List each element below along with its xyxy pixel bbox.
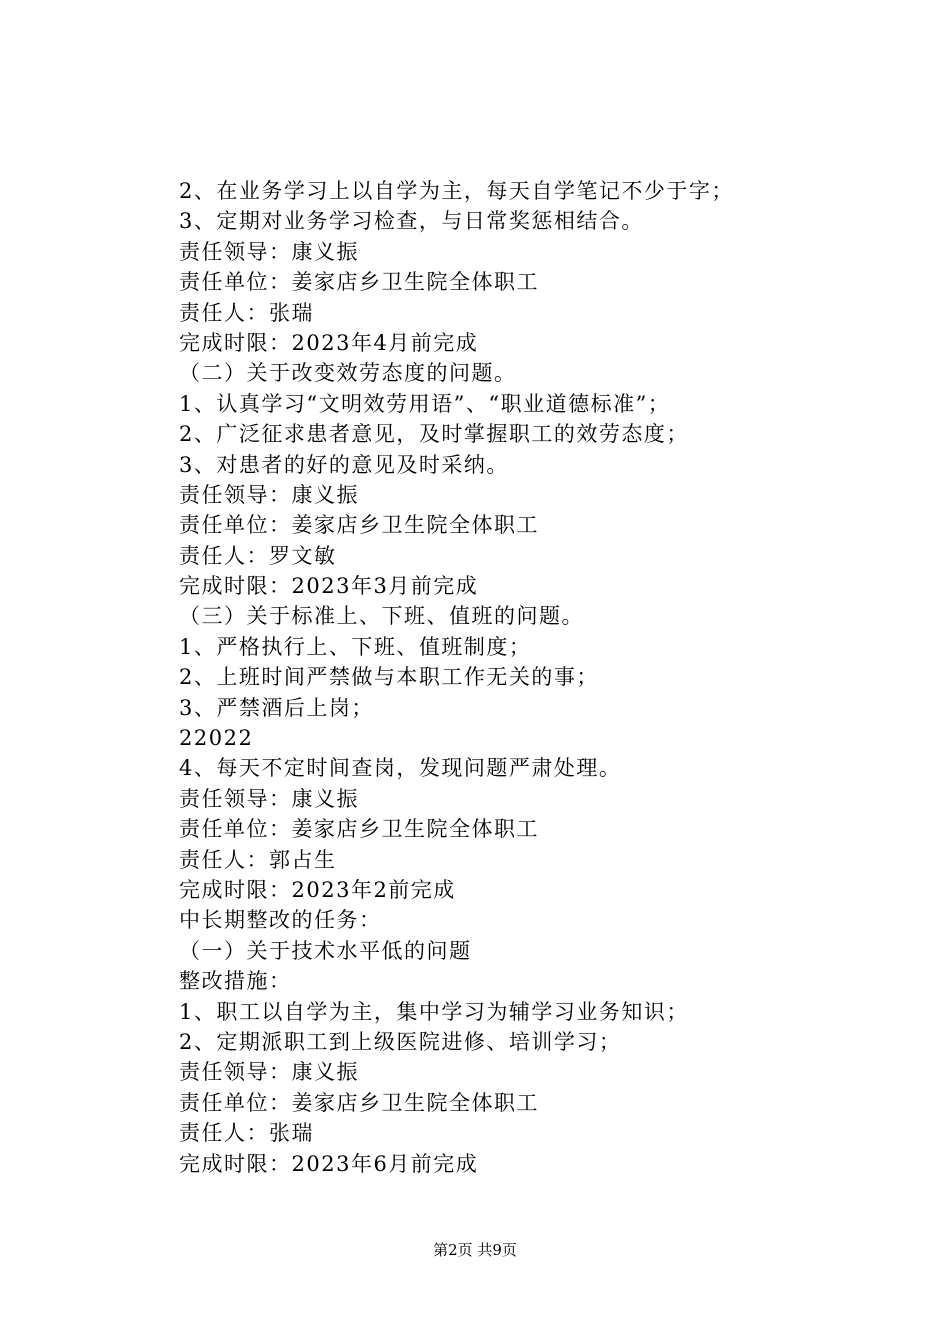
- text-line: 2、上班时间严禁做与本职工作无关的事；: [179, 665, 599, 690]
- text-line: 4、每天不定时间查岗，发现问题严肃处理。: [179, 756, 622, 781]
- document-body: [179, 176, 819, 1179]
- text-line: 完成时限：2023年6月前完成: [179, 1151, 479, 1176]
- text-line: 责任人：张瑞: [179, 300, 314, 325]
- text-line: 责任人：张瑞: [179, 1121, 314, 1146]
- text-line: 2、广泛征求患者意见，及时掌握职工的效劳态度；: [179, 422, 689, 447]
- section-heading: 中长期整改的任务：: [179, 908, 382, 933]
- text-line: 完成时限：2023年4月前完成: [179, 330, 479, 355]
- text-line: 整改措施：: [179, 969, 292, 994]
- text-line: 责任人：罗文敏: [179, 543, 337, 568]
- text-line: 1、严格执行上、下班、值班制度；: [179, 634, 532, 659]
- page-footer: 第2页 共9页: [433, 1241, 517, 1259]
- text-line: 2、在业务学习上以自学为主，每天自学笔记不少于字；: [179, 179, 734, 203]
- section-heading: （三）关于标准上、下班、值班的问题。: [179, 604, 584, 629]
- text-line: 责任单位：姜家店乡卫生院全体职工: [179, 817, 539, 842]
- text-line: 22022: [179, 726, 254, 751]
- text-line: 责任单位：姜家店乡卫生院全体职工: [179, 1090, 539, 1115]
- text-line: 责任领导：康义振: [179, 239, 359, 264]
- section-heading: （二）关于改变效劳态度的问题。: [179, 361, 517, 386]
- text-line: 3、严禁酒后上岗；: [179, 695, 374, 720]
- text-line: 责任领导：康义振: [179, 786, 359, 811]
- text-line: 完成时限：2023年2前完成: [179, 877, 456, 902]
- text-line: 2、定期派职工到上级医院进修、培训学习；: [179, 1029, 622, 1054]
- text-line: 完成时限：2023年3月前完成: [179, 574, 479, 599]
- text-line: 责任领导：康义振: [179, 1060, 359, 1085]
- section-heading: （一）关于技术水平低的问题: [179, 938, 472, 963]
- text-line: 责任领导：康义振: [179, 482, 359, 507]
- text-line: 3、对患者的好的意见及时采纳。: [179, 452, 509, 477]
- text-line: 1、认真学习“文明效劳用语”、“职业道德标准”；: [179, 391, 671, 416]
- text-line: 3、定期对业务学习检查，与日常奖惩相结合。: [179, 209, 644, 234]
- text-line: 1、职工以自学为主，集中学习为辅学习业务知识；: [179, 999, 689, 1024]
- text-line: 责任单位：姜家店乡卫生院全体职工: [179, 513, 539, 538]
- text-line: 责任单位：姜家店乡卫生院全体职工: [179, 270, 539, 295]
- text-line: 责任人：郭占生: [179, 847, 337, 872]
